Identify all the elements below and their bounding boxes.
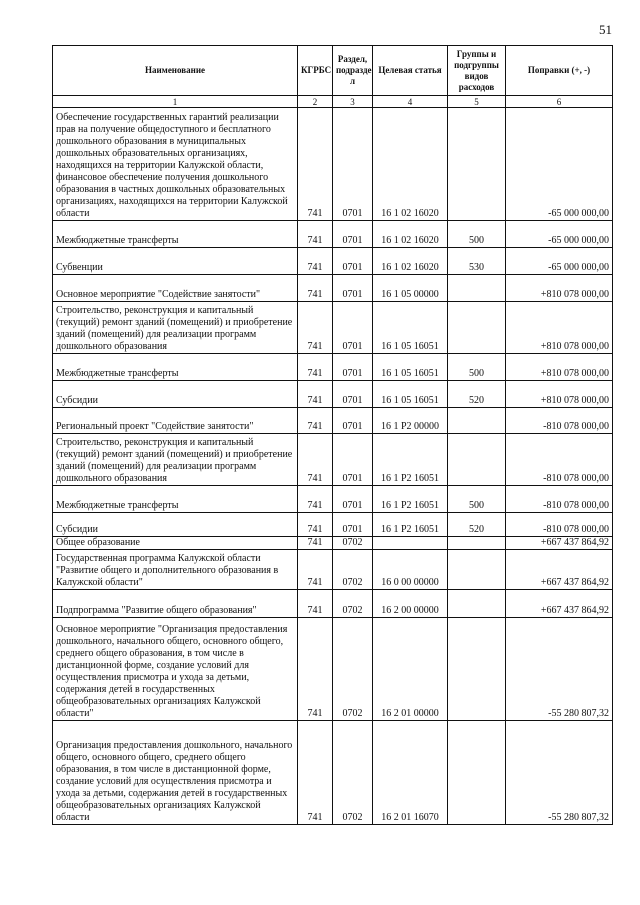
row-razdel: 0701 [333,221,373,248]
header-kgrbs: КГРБС [298,46,333,96]
row-target: 16 1 05 16051 [373,354,448,381]
row-group [448,618,506,721]
budget-amendments-table [52,45,613,825]
row-amount: +810 078 000,00 [506,275,613,302]
column-number: 2 [298,96,333,108]
table-row [53,537,613,550]
row-razdel: 0701 [333,108,373,221]
row-target: 16 1 05 16051 [373,381,448,408]
row-name: Подпрограмма "Развитие общего образования" [53,590,298,618]
column-number-row [53,96,613,108]
row-group [448,550,506,590]
row-kgrbs: 741 [298,302,333,354]
table-row [53,486,613,513]
row-target [373,537,448,550]
row-amount: -810 078 000,00 [506,513,613,537]
row-group: 500 [448,486,506,513]
row-target: 16 1 05 00000 [373,275,448,302]
row-kgrbs: 741 [298,721,333,825]
column-number: 5 [448,96,506,108]
row-amount: -810 078 000,00 [506,434,613,486]
row-kgrbs: 741 [298,537,333,550]
row-target: 16 1 P2 16051 [373,434,448,486]
row-kgrbs: 741 [298,108,333,221]
row-group [448,537,506,550]
table-row [53,721,613,825]
row-group: 520 [448,513,506,537]
row-name: Строительство, реконструкция и капитальный (текущий) ремонт зданий (помещений) и приобретение зданий (помещений) для реализации программ дошкольного образования [53,302,298,354]
column-number: 4 [373,96,448,108]
row-razdel: 0701 [333,354,373,381]
table-row [53,275,613,302]
header-row [53,46,613,96]
row-name: Межбюджетные трансферты [53,354,298,381]
row-group: 500 [448,221,506,248]
column-number: 6 [506,96,613,108]
row-group [448,590,506,618]
row-name: Основное мероприятие "Организация предоставления дошкольного, начального общего, основного общего, среднего общего образования, в том числе в дистанционной форме, создание условий для осуществления присмотра и ухода за детьми, содержания детей в государственных общеобразовательных организациях Калужской области" [53,618,298,721]
row-amount: +810 078 000,00 [506,354,613,381]
table-row [53,302,613,354]
row-kgrbs: 741 [298,248,333,275]
header-amount: Поправки (+, -) [506,46,613,96]
row-amount: -65 000 000,00 [506,248,613,275]
row-kgrbs: 741 [298,618,333,721]
page-number: 51 [599,22,612,37]
row-group [448,434,506,486]
row-razdel: 0702 [333,721,373,825]
row-name: Основное мероприятие "Содействие занятости" [53,275,298,302]
row-kgrbs: 741 [298,486,333,513]
table-row [53,513,613,537]
row-razdel: 0702 [333,618,373,721]
row-razdel: 0702 [333,550,373,590]
row-amount: -55 280 807,32 [506,618,613,721]
row-target: 16 1 P2 00000 [373,408,448,434]
row-target: 16 1 02 16020 [373,221,448,248]
row-target: 16 2 01 16070 [373,721,448,825]
row-name: Региональный проект "Содействие занятости" [53,408,298,434]
row-group: 530 [448,248,506,275]
row-razdel: 0701 [333,302,373,354]
table-row [53,434,613,486]
row-amount: +667 437 864,92 [506,550,613,590]
header-name: Наименование [53,46,298,96]
header-group: Группы и подгруппы видов расходов [448,46,506,96]
row-razdel: 0702 [333,590,373,618]
row-kgrbs: 741 [298,550,333,590]
row-group [448,721,506,825]
row-amount: -65 000 000,00 [506,221,613,248]
row-target: 16 1 02 16020 [373,108,448,221]
row-kgrbs: 741 [298,354,333,381]
table-row [53,590,613,618]
row-target: 16 0 00 00000 [373,550,448,590]
row-kgrbs: 741 [298,513,333,537]
row-amount: +810 078 000,00 [506,381,613,408]
table-row [53,550,613,590]
row-group [448,408,506,434]
row-kgrbs: 741 [298,590,333,618]
row-group [448,275,506,302]
row-group [448,302,506,354]
row-razdel: 0701 [333,275,373,302]
table-row [53,248,613,275]
column-number: 3 [333,96,373,108]
row-name: Строительство, реконструкция и капитальный (текущий) ремонт зданий (помещений) и приобретение зданий (помещений) для реализации программ дошкольного образования [53,434,298,486]
row-kgrbs: 741 [298,434,333,486]
row-razdel: 0701 [333,408,373,434]
table-row [53,408,613,434]
row-name: Организация предоставления дошкольного, начального общего, основного общего, среднего общего образования, в том числе в дистанционной форме, создание условий для осуществления присмотра и ухода за детьми, содержания детей в государственных общеобразовательных организациях Калужской области [53,721,298,825]
table-row [53,381,613,408]
row-name: Межбюджетные трансферты [53,486,298,513]
row-target: 16 1 02 16020 [373,248,448,275]
row-group: 500 [448,354,506,381]
table-row [53,221,613,248]
row-name: Государственная программа Калужской области "Развитие общего и дополнительного образования в Калужской области" [53,550,298,590]
row-razdel: 0701 [333,486,373,513]
row-razdel: 0702 [333,537,373,550]
row-target: 16 1 P2 16051 [373,513,448,537]
row-razdel: 0701 [333,434,373,486]
row-name: Субсидии [53,513,298,537]
row-kgrbs: 741 [298,381,333,408]
row-name: Общее образование [53,537,298,550]
row-razdel: 0701 [333,513,373,537]
row-kgrbs: 741 [298,408,333,434]
table-row [53,108,613,221]
row-name: Субсидии [53,381,298,408]
row-razdel: 0701 [333,381,373,408]
table-row [53,618,613,721]
row-amount: +810 078 000,00 [506,302,613,354]
row-amount: -65 000 000,00 [506,108,613,221]
row-target: 16 1 P2 16051 [373,486,448,513]
row-name: Межбюджетные трансферты [53,221,298,248]
row-group [448,108,506,221]
row-name: Субвенции [53,248,298,275]
row-amount: +667 437 864,92 [506,537,613,550]
row-target: 16 2 00 00000 [373,590,448,618]
row-target: 16 1 05 16051 [373,302,448,354]
column-number: 1 [53,96,298,108]
row-amount: -810 078 000,00 [506,486,613,513]
header-target: Целевая статья [373,46,448,96]
row-target: 16 2 01 00000 [373,618,448,721]
header-razdel: Раздел, подразде л [333,46,373,96]
row-name: Обеспечение государственных гарантий реализации прав на получение общедоступного и бесплатного дошкольного образования в муниципальных дошкольных образовательных организациях, находящихся на территории Калужской области, финансовое обеспечение получения дошкольного образования в частных дошкольных образовательных организациях, находящихся на территории Калужской области [53,108,298,221]
row-amount: +667 437 864,92 [506,590,613,618]
row-kgrbs: 741 [298,275,333,302]
row-amount: -55 280 807,32 [506,721,613,825]
row-amount: -810 078 000,00 [506,408,613,434]
row-kgrbs: 741 [298,221,333,248]
row-razdel: 0701 [333,248,373,275]
table-row [53,354,613,381]
row-group: 520 [448,381,506,408]
